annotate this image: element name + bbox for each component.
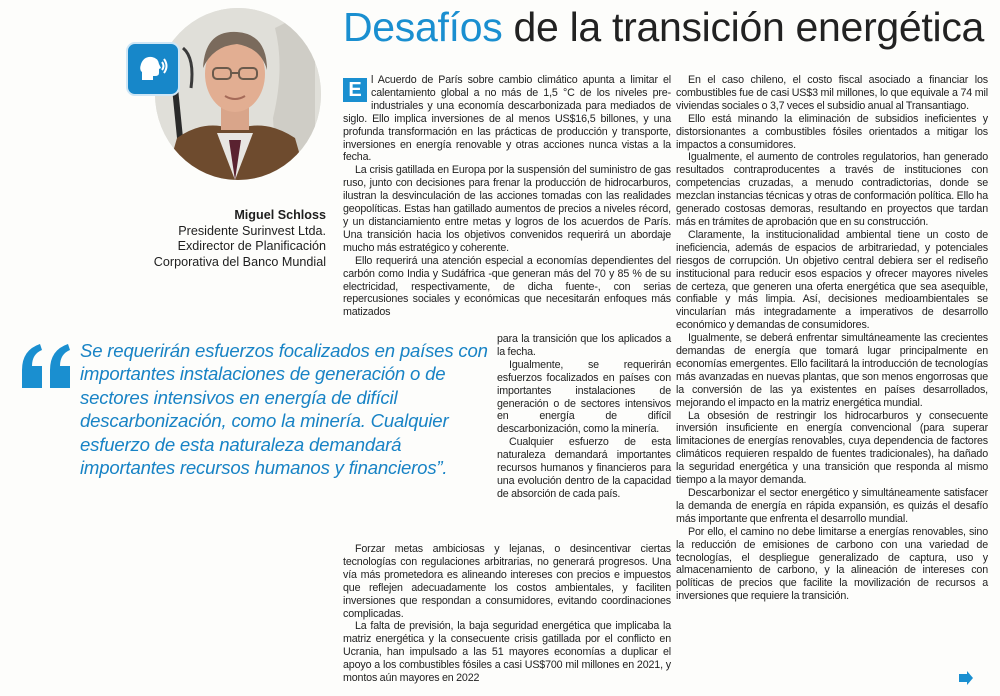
headline-rest: de la transición energética — [502, 4, 985, 50]
article-column-narrow — [497, 333, 671, 501]
article-paragraph: En el caso chileno, el costo fiscal asociado a financiar los combustibles fue de casi US$3 mil millones, lo que equivale a 74 mil viviendas sociales o 3,7 veces el subsidio anual al Transantiago. — [676, 74, 988, 112]
article-paragraph: Descarbonizar el sector energético y simultáneamente satisfacer la demanda de energía en rápida expansión, es quizás el desafío más importante que enfrenta el desarrollo mundial. — [676, 487, 988, 525]
audio-button[interactable] — [126, 42, 180, 96]
article-paragraph: Igualmente, el aumento de controles regulatorios, han generado resultados contraproducentes a través de instituciones con competencias cruzadas, a menudo contradictorias, donde se mezclan instancias técnicas y otras de conformación política. Ello ha generado costosas demoras, resultando en proyectos que tardan más en trámites de aprobación que en su construcción. — [676, 151, 988, 228]
article-paragraph: Ello requerirá una atención especial a economías dependientes del carbón como India y Sudáfrica -que generan más del 70 y 85 % de su electricidad, respectivamente, de dicha fuente-, con serias repercusiones sociales y económicas que necesitarán enfoques más matizados — [343, 254, 671, 319]
article-paragraph: Por ello, el camino no debe limitarse a energías renovables, sino la reducción de emisiones de carbono con una variedad de tecnologías, el despliegue generalizado de captura, uso y almacenamiento de carbono, y la alineación de intereses con políticas de precios que facilite la movilización de recursos a inversiones que requiere la transición. — [676, 525, 988, 603]
article-paragraph: Forzar metas ambiciosas y lejanas, o desincentivar ciertas tecnologías con regulaciones arbitrarias, no generará progresos. Una vía más prometedora es alineando intereses con precios e impuestos que reflejen adecuadamente los costos ambientales, y faciliten inversiones que respondan a consumidores, evitando coordinaciones complicadas. — [343, 543, 671, 620]
article-paragraph: E l Acuerdo de París sobre cambio climático apunta a limitar el calentamiento global a no más de 1,5 °C de los niveles pre-industriales y una economía descarbonizada para mediados de siglo. Ello implica inversiones de al menos US$16,5 billones, y una profunda transformación en las prácticas de producción y transporte, inversiones en energía renovable y otras acciones nunca vistas a la fecha. — [343, 74, 671, 164]
end-arrow-icon — [958, 671, 974, 685]
article-paragraph: Igualmente, se deberá enfrentar simultáneamente las crecientes demandas de energía que tomará lugar principalmente en economías emergentes. Ello facilitará la introducción de tecnologías más avanzadas en nuevas plantas, que son menos engorrosas que la conversión de las ya existentes en países desarrollados, mejorando el impacto en la matriz energética mundial. — [676, 332, 988, 409]
article-paragraph: Ello está minando la eliminación de subsidios ineficientes y distorsionantes a combustibles fósiles orientados a mitigar los impactos a consumidores. — [676, 112, 988, 151]
article-headline — [343, 2, 993, 52]
pull-quote: Se requerirán esfuerzos focalizados en países con importantes instalaciones de generación o de sectores intensivos en energía de difícil descarbonización, como la minería. Cualquier esfuerzo de esta naturaleza demandará importantes recursos humanos y financieros”. — [80, 340, 488, 479]
article-paragraph: La falta de previsión, la baja seguridad energética que implicaba la matriz energética y la consecuente crisis gatillada por el conflicto en Ucrania, han impulsado a las 51 mayores economías a duplicar el apoyo a los combustibles fósiles a casi US$700 mil millones en 2021, y montos aún mayores en 2022 — [343, 620, 671, 685]
article-paragraph: Claramente, la institucionalidad ambiental tiene un costo de ineficiencia, además de espacios de arbitrariedad, y potenciales riesgos de corrupción. Un objetivo central debiera ser el rediseño institucional para reducir esos espacios y ofrecer mayores niveles de certeza, que generen una oferta energética que sea asequible, confiable y más limpia. Así, decisiones medioambientales se vincularían más integradamente a imperativos de desarrollo económico y demandas de consumidores. — [676, 228, 988, 332]
article-column-1-lower — [343, 543, 671, 685]
author-name: Miguel Schloss — [234, 208, 326, 222]
article-paragraph: Igualmente, se requerirán esfuerzos focalizados en países con importantes instalaciones de generación o de sectores intensivos en energía de difícil descarbonización, como la minería. — [497, 358, 671, 436]
author-role: Exdirector de Planificación — [177, 239, 326, 253]
article-paragraph: para la transición que los aplicados a la fecha. — [497, 333, 671, 358]
speaker-head-icon — [136, 52, 170, 86]
article-column-1 — [343, 74, 671, 319]
article-paragraph: La obsesión de restringir los hidrocarburos y consecuente inversión insuficiente en energía convencional (para superar limitaciones de energías renovables, cuya dependencia de factores climáticos requieren respaldo de fuentes tradicionales), ha dañado la seguridad energética y una transición que responda al mismo tiempo a la mayor demanda. — [676, 409, 988, 487]
headline-accent: Desafíos — [343, 4, 503, 50]
author-photo — [155, 8, 321, 180]
author-credit — [140, 208, 326, 270]
article-paragraph: Cualquier esfuerzo de esta naturaleza demandará importantes recursos humanos y financieros para una evolución dentro de la capacidad de absorción de cada país. — [497, 436, 671, 500]
drop-cap: E — [343, 78, 367, 102]
author-role: Corporativa del Banco Mundial — [153, 254, 326, 269]
open-quote-icon — [18, 338, 74, 394]
author-role: Presidente Surinvest Ltda. — [178, 223, 326, 238]
author-portrait — [155, 8, 321, 180]
article-paragraph: La crisis gatillada en Europa por la suspensión del suministro de gas ruso, junto con decisiones para frenar la producción de hidrocarburos, ilustran la desvinculación de las acciones tomadas con las realidades geopolíticas. Estas han gatillado aumentos de precios a niveles récord, y un distanciamiento entre metas y logros de los acuerdos de París. Una transición hacia los objetivos convenidos requerirá un abordaje mucho más estratégico y coherente. — [343, 164, 671, 254]
article-column-2 — [676, 74, 988, 603]
